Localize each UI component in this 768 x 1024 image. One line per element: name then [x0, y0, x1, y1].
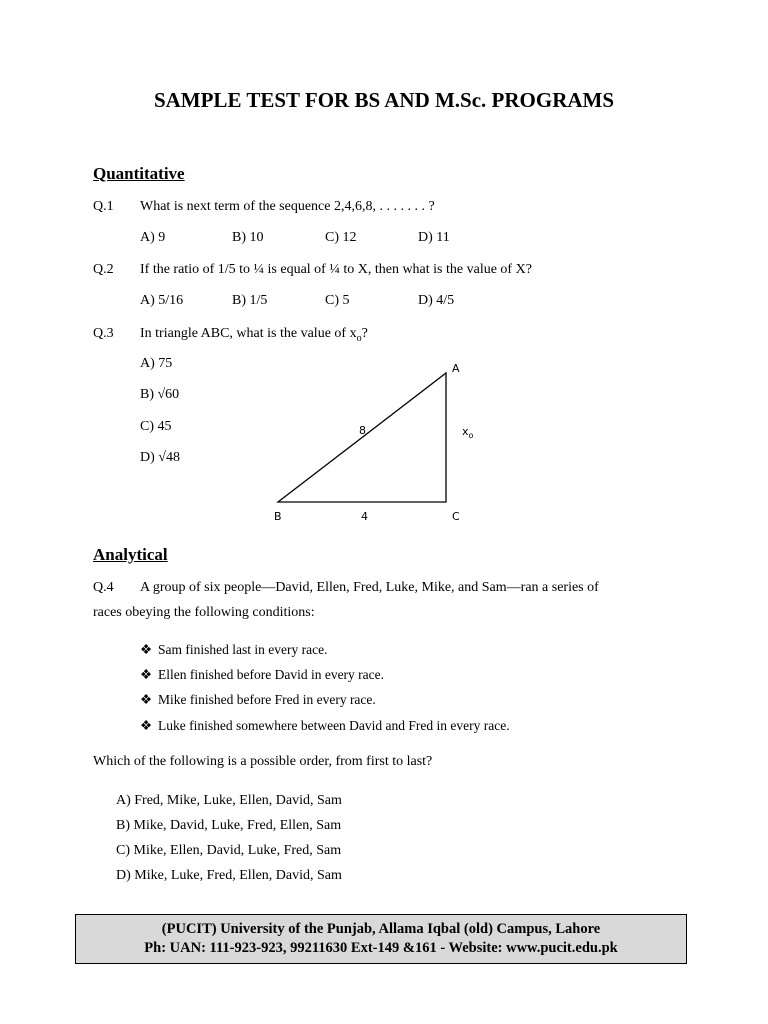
option-a: A) 75: [140, 356, 173, 371]
answer-option-c: C) Mike, Ellen, David, Luke, Fred, Sam: [116, 843, 342, 858]
question-number: Q.4: [93, 580, 114, 595]
option-b: B) 10: [232, 230, 264, 245]
question-text: In triangle ABC, what is the value of $x_o$?: [140, 326, 368, 344]
condition-item: ❖ Ellen finished before David in every race.: [140, 667, 385, 682]
question-text: A group of six people—David, Ellen, Fred, Luke, Mike, and Sam—ran a series of: [140, 580, 599, 595]
triangle-diagram: [260, 355, 490, 530]
hypotenuse-label: 8: [359, 424, 366, 437]
answer-option-a: A) Fred, Mike, Luke, Ellen, David, Sam: [116, 793, 342, 808]
vertex-b-label: B: [274, 510, 282, 523]
question-text-continued: races obeying the following conditions:: [93, 605, 315, 620]
question-text: If the ratio of 1/5 to ¼ is equal of ¼ to X, then what is the value of X?: [140, 262, 532, 277]
question-number: Q.1: [93, 199, 114, 214]
question-prompt: Which of the following is a possible order, from first to last?: [93, 754, 433, 769]
option-a: A) 9: [140, 230, 166, 245]
option-b: B) √60: [140, 387, 180, 402]
option-d: D) √48: [140, 450, 180, 465]
footer-contact: Ph: UAN: 111-923-923, 99211630 Ext-149 &161 - Website: www.pucit.edu.pk: [144, 940, 618, 956]
question-number: Q.3: [93, 326, 114, 341]
answer-option-d: D) Mike, Luke, Fred, Ellen, David, Sam: [116, 868, 342, 883]
diamond-bullet-icon: ❖: [140, 642, 153, 657]
option-b: B) 1/5: [232, 293, 268, 308]
triangle-shape: [278, 373, 446, 502]
page-title: SAMPLE TEST FOR BS AND M.Sc. PROGRAMS: [153, 88, 615, 112]
side-x-label: $x_o$: [462, 425, 474, 440]
vertex-c-label: C: [452, 510, 460, 523]
section-heading-quantitative: Quantitative: [93, 164, 185, 183]
diamond-bullet-icon: ❖: [140, 718, 153, 733]
diamond-bullet-icon: ❖: [140, 667, 153, 682]
option-a: A) 5/16: [140, 293, 184, 308]
condition-item: ❖ Sam finished last in every race.: [140, 642, 328, 657]
question-number: Q.2: [93, 262, 114, 277]
base-label: 4: [361, 510, 368, 523]
section-heading-analytical: Analytical: [93, 545, 168, 564]
footer-box: [75, 914, 687, 964]
condition-item: ❖ Luke finished somewhere between David and Fred in every race.: [140, 718, 510, 733]
footer-address: (PUCIT) University of the Punjab, Allama Iqbal (old) Campus, Lahore: [161, 921, 601, 937]
diamond-bullet-icon: ❖: [140, 692, 153, 707]
option-c: C) 45: [140, 419, 172, 434]
question-text: What is next term of the sequence 2,4,6,8, . . . . . . . ?: [140, 199, 435, 214]
answer-option-b: B) Mike, David, Luke, Fred, Ellen, Sam: [116, 818, 342, 833]
option-d: D) 4/5: [418, 293, 455, 308]
condition-item: ❖ Mike finished before Fred in every race.: [140, 692, 376, 707]
option-c: C) 5: [325, 293, 350, 308]
vertex-a-label: A: [452, 362, 460, 375]
option-d: D) 11: [418, 230, 450, 245]
option-c: C) 12: [325, 230, 357, 245]
